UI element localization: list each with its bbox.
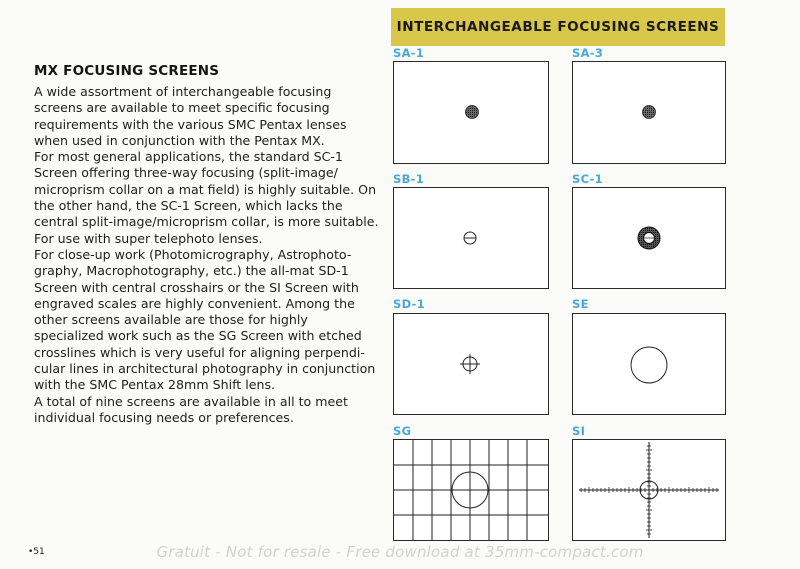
scale-icon [573, 440, 725, 540]
screen-label-sa-1: SA-1 [393, 46, 425, 60]
screen-sc-1 [572, 187, 726, 289]
ring-icon [573, 188, 725, 288]
body-paragraph: For close-up work (Photomicrography, Astrophoto- graphy, Macrophotography, etc.) the all-mat SD-1 Screen with central crosshairs or the SI Screen with engraved scales are highly convenient. Among the other screens available are those for highly specialized work such as the SG Screen with etched crosslines which is very useful for aligning perpendi- cular lines in architectural photography in conjunction with the SMC Pentax 28mm Shift lens. [34, 246, 376, 393]
circle-icon [573, 314, 725, 414]
body-paragraph: A total of nine screens are available in all to meet individual focusing needs or preferences. [34, 393, 348, 425]
article-title: MX FOCUSING SCREENS [34, 63, 220, 79]
screen-label-sb-1: SB-1 [393, 172, 425, 186]
screen-label-se: SE [572, 297, 589, 311]
screen-sd-1 [393, 313, 549, 415]
page-number: •51 [28, 547, 45, 557]
screen-label-si: SI [572, 424, 586, 438]
split-circle-icon [394, 188, 548, 288]
screen-label-sc-1: SC-1 [572, 172, 603, 186]
article-body [34, 84, 380, 426]
body-paragraph: A wide assortment of interchangeable focusing screens are available to meet specific focusing requirements with the various SMC Pentax lenses when used in conjunction with the Pentax MX. [34, 84, 347, 148]
crosshair-icon [394, 314, 548, 414]
screen-label-sa-3: SA-3 [572, 46, 604, 60]
section-banner [391, 8, 725, 46]
dot-icon [394, 62, 548, 163]
watermark: Gratuit - Not for resale - Free download at 35mm-compact.com [156, 543, 644, 561]
screen-sa-1 [393, 61, 549, 164]
screen-sb-1 [393, 187, 549, 289]
screen-se [572, 313, 726, 415]
screen-si [572, 439, 726, 541]
dot-icon [573, 62, 725, 163]
screen-sg [393, 439, 549, 541]
body-paragraph: For most general applications, the standard SC-1 Screen offering three-way focusing (split-image/ microprism collar on a mat field) is highly suitable. On the other hand, the SC-1 Screen, which lacks the central split-image/microprism collar, is more suitable. For use with super telephoto lenses. [34, 149, 379, 246]
screen-label-sd-1: SD-1 [393, 297, 426, 311]
grid-icon [394, 440, 548, 540]
banner-title: INTERCHANGEABLE FOCUSING SCREENS [396, 19, 720, 35]
screen-sa-3 [572, 61, 726, 164]
screen-label-sg: SG [393, 424, 412, 438]
